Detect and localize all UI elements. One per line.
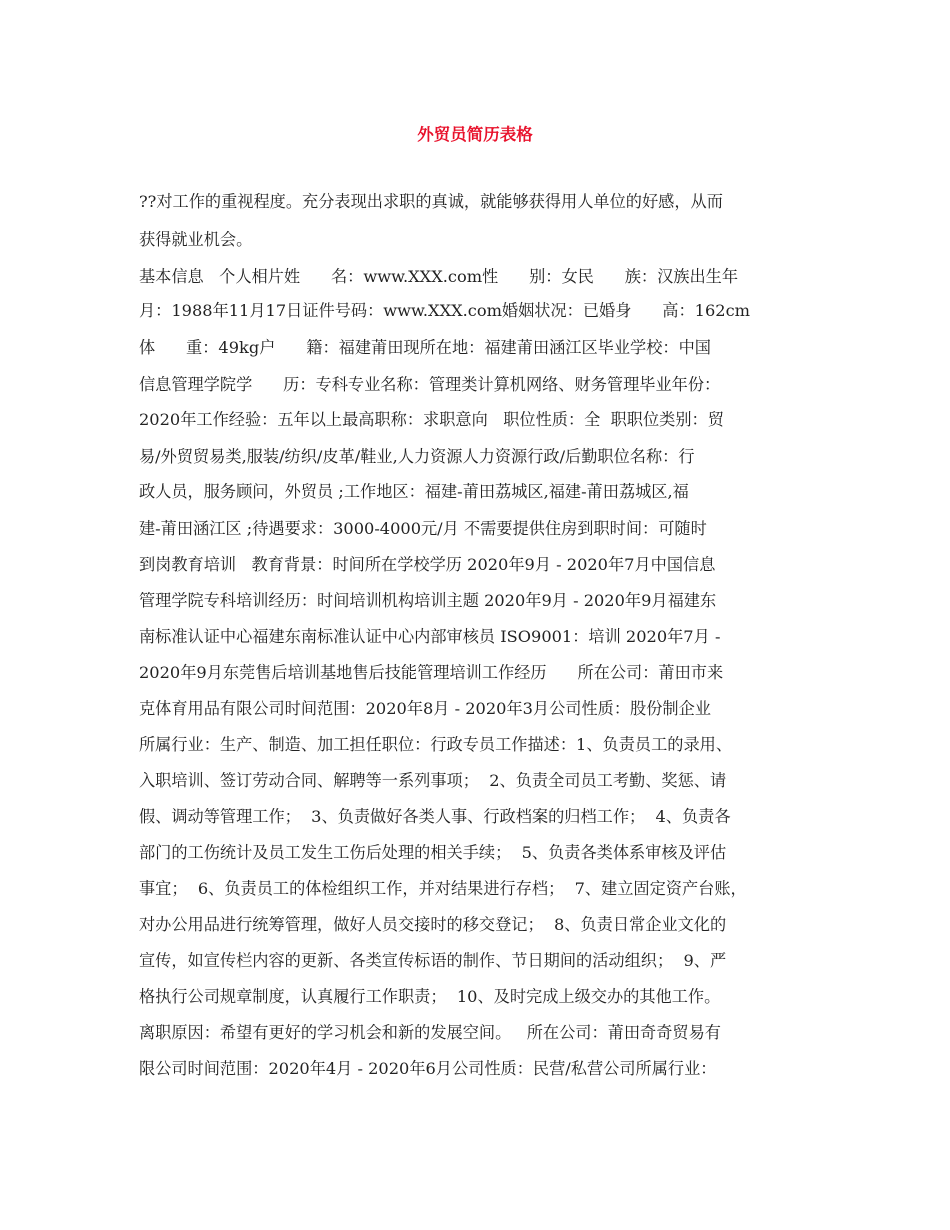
text-line: 到岗教育培训 教育背景：时间所在学校学历 2020年9月 - 2020年7月中国信息 [139,555,716,574]
text-line: 对办公用品进行统筹管理，做好人员交接时的移交登记； 8、负责日常企业文化的 [139,915,727,934]
text-line: 体 重：49kg户 籍：福建莆田现所在地：福建莆田涵江区毕业学校：中国 [139,338,711,357]
text-line: 克体育用品有限公司时间范围：2020年8月 - 2020年3月公司性质：股份制企业 [139,699,711,718]
text-line: 入职培训、签订劳动合同、解聘等一系列事项； 2、负责全司员工考勤、奖惩、请 [139,771,727,790]
text-line: 获得就业机会。 [139,230,253,249]
text-line: 2020年9月东莞售后培训基地售后技能管理培训工作经历 所在公司：莆田市来 [139,663,724,682]
text-line: 基本信息 个人相片姓 名：www.XXX.com性 别：女民 族：汉族出生年 [139,267,739,286]
text-line: ??对工作的重视程度。充分表现出求职的真诚，就能够获得用人单位的好感，从而 [139,192,723,211]
text-line: 限公司时间范围：2020年4月 - 2020年6月公司性质：民营/私营公司所属行业： [139,1059,717,1078]
text-line: 政人员，服务顾问，外贸员 ;工作地区：福建-莆田荔城区,福建-莆田荔城区,福 [139,482,689,501]
text-line: 信息管理学院学 历：专科专业名称：管理类计算机网络、财务管理毕业年份： [139,375,721,394]
text-line: 宣传，如宣传栏内容的更新、各类宣传标语的制作、节日期间的活动组织； 9、严 [139,951,727,970]
text-line: 部门的工伤统计及员工发生工伤后处理的相关手续； 5、负责各类体系审核及评估 [139,843,727,862]
text-line: 月：1988年11月17日证件号码：www.XXX.com婚姻状况：已婚身 高：162cm [139,301,750,320]
text-line: 格执行公司规章制度，认真履行工作职责； 10、及时完成上级交办的其他工作。 [139,987,721,1006]
text-line: 南标准认证中心福建东南标准认证中心内部审核员 ISO9001：培训 2020年7月 - [139,627,721,646]
text-line: 2020年工作经验：五年以上最高职称：求职意向 职位性质：全 职职位类别：贸 [139,410,724,429]
text-line: 所属行业：生产、制造、加工担任职位：行政专员工作描述：1、负责员工的录用、 [139,735,733,754]
text-line: 易/外贸贸易类,服装/纺织/皮革/鞋业,人力资源人力资源行政/后勤职位名称：行 [139,447,695,466]
text-line: 事宜； 6、负责员工的体检组织工作，并对结果进行存档； 7、建立固定资产台账， [139,879,747,898]
document-title: 外贸员简历表格 [417,125,533,144]
text-line: 假、调动等管理工作； 3、负责做好各类人事、行政档案的归档工作； 4、负责各 [139,807,731,826]
text-line: 建-莆田涵江区 ;待遇要求：3000-4000元/月 不需要提供住房到职时间：可随时 [139,519,707,538]
text-line: 离职原因：希望有更好的学习机会和新的发展空间。 所在公司：莆田奇奇贸易有 [139,1023,721,1042]
text-line: 管理学院专科培训经历：时间培训机构培训主题 2020年9月 - 2020年9月福建东 [139,591,717,610]
